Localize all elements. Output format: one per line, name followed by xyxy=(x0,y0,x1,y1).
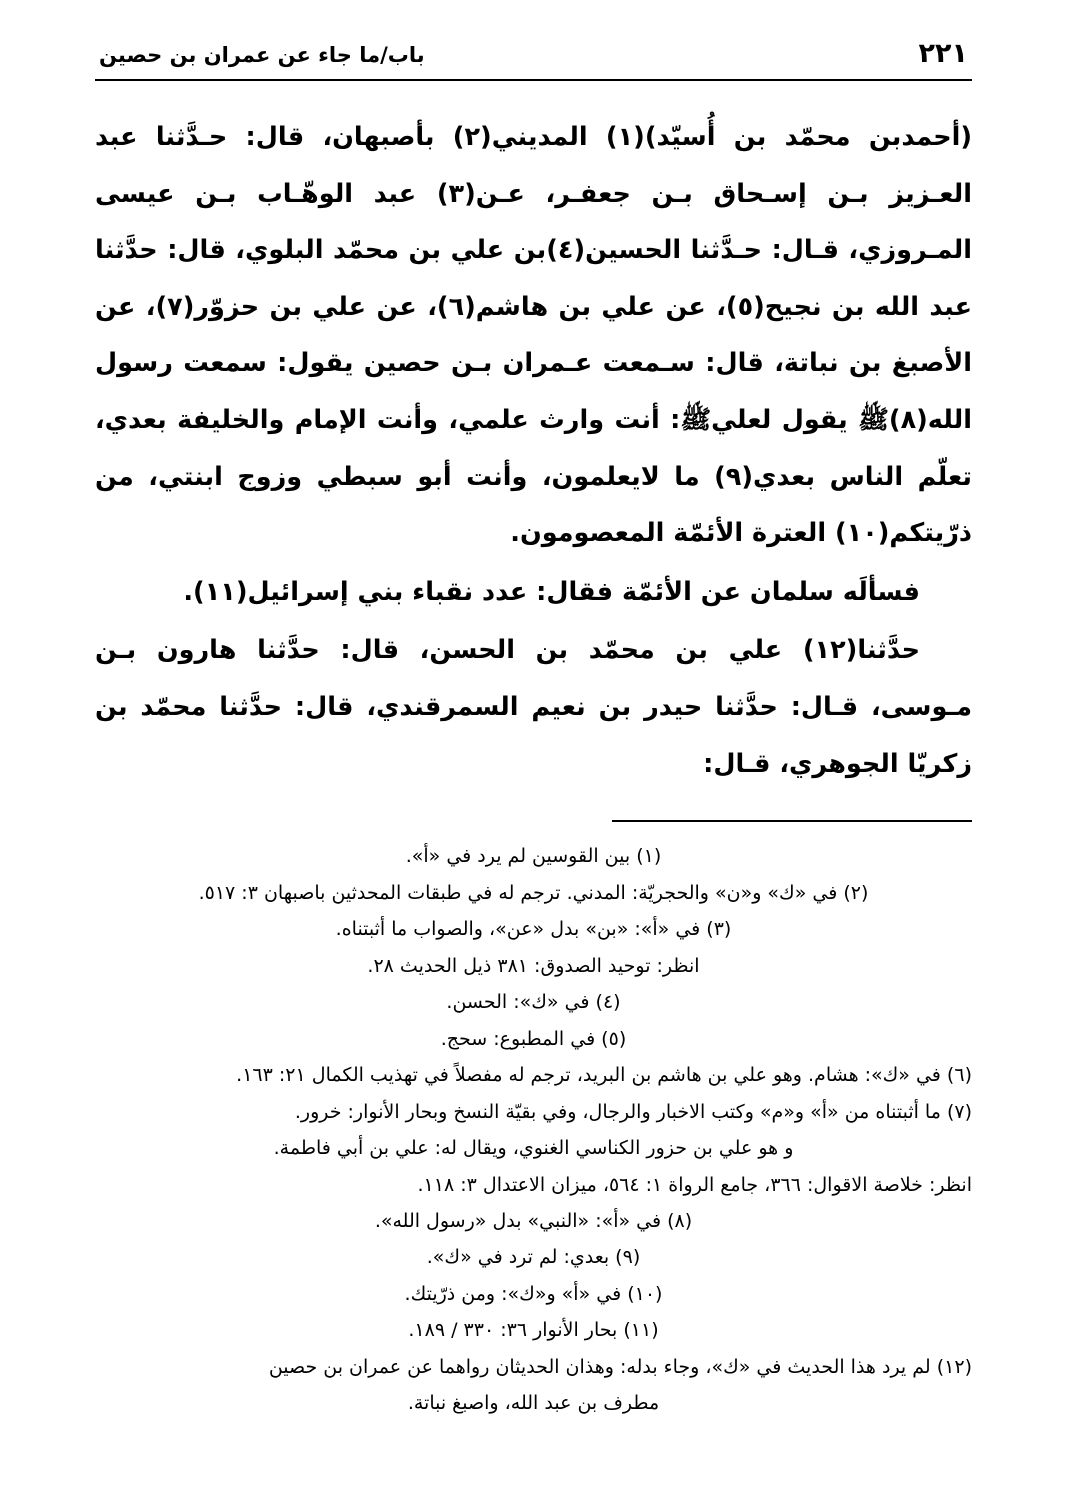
footnote-item: (٧) ما أثبتناه من «أ» و«م» وكتب الاخبار والرجال، وفي بقيّة النسخ وبحار الأنوار: خرور. xyxy=(294,1100,972,1123)
footnote-item: و هو علي بن حزور الكناسي الغنوي، ويقال له: علي بن أبي فاطمة. xyxy=(273,1137,794,1160)
main-text xyxy=(95,109,972,794)
footnote-item: انظر: خلاصة الاقوال: ٣٦٦، جامع الرواة ١: ٥٦٤، ميزان الاعتدال ٣: ١١٨. xyxy=(417,1173,972,1196)
paragraph: (أحمدبن محمّد بن أُسيّد)(١) المديني(٢) بأصبهان، قال: حـدَّثنا عبد العـزيز بـن إسـحاق بـن جعفـر، عـن(٣) عبد الوهّـاب بـن عيسى المـروزي، قـال: حـدَّثنا الحسين(٤)بن علي بن محمّد البلوي، قال: حدَّثنا عبد الله بن نجيح(٥)، عن علي بن هاشم(٦)، عن علي بن حزوّر(٧)، عن الأصبغ بن نباتة، قال: سـمعت عـمران بـن حصين يقول: سمعت رسول الله(٨)ﷺ يقول لعليﷺ: أنت وارث علمي، وأنت الإمام والخليفة بعدي، تعلّم الناس بعدي(٩) ما لايعلمون، وأنت أبو سبطي وزوج ابنتي، من ذرّيتكم(١٠) العترة الأئمّة المعصومون. xyxy=(95,122,973,549)
footnote-item: (٦) في «ك»: هشام. وهو علي بن هاشم بن البريد، ترجم له مفصلاً في تهذيب الكمال ٢١: ١٦٣. xyxy=(236,1064,972,1087)
footnote-item: (٤) في «ك»: الحسن. xyxy=(446,991,621,1014)
footnote-item: (٢) في «ك» و«ن» والحجريّة: المدني. ترجم له في طبقات المحدثين باصبهان ٣: ٥١٧. xyxy=(198,881,869,904)
footnotes-section xyxy=(95,838,972,1422)
footnote-item: (١٢) لم يرد هذا الحديث في «ك»، وجاء بدله: وهذان الحديثان رواهما عن عمران بن حصين xyxy=(268,1355,972,1378)
paragraph: حدَّثنا(١٢) علي بن محمّد بن الحسن، قال: حدَّثنا هارون بـن مـوسى، قـال: حدَّثنا حيدر بن نعيم السمرقندي، قال: حدَّثنا محمّد بن زكريّا الجوهري، قـال: xyxy=(95,635,972,779)
footnote-item: (١) بين القوسين لم يرد في «أ». xyxy=(405,845,662,868)
page-number: ٢٢١ xyxy=(918,38,968,69)
footnote-item: (١٠) في «أ» و«ك»: ومن ذرّيتك. xyxy=(404,1282,663,1305)
footnote-item: مطرف بن عبد الله، واصبغ نباتة. xyxy=(407,1392,660,1415)
footnote-item: انظر: توحيد الصدوق: ٣٨١ ذيل الحديث ٢٨. xyxy=(367,954,700,977)
page-header xyxy=(95,30,972,81)
chapter-title: باب/ما جاء عن عمران بن حصين xyxy=(99,43,425,67)
footnote-item: (٣) في «أ»: «بن» بدل «عن»، والصواب ما أثبتناه. xyxy=(335,918,732,941)
paragraph: فسألَه سلمان عن الأئمّة فقال: عدد نقباء بني إسرائيل(١١). xyxy=(183,576,920,607)
footnote-item: (١١) بحار الأنوار ٣٦: ٣٣٠ / ١٨٩. xyxy=(408,1319,659,1342)
footnote-item: (٥) في المطبوع: سحج. xyxy=(440,1027,627,1050)
footnote-item: (٨) في «أ»: «النبي» بدل «رسول الله». xyxy=(374,1210,693,1232)
footnote-separator xyxy=(612,820,972,822)
footnote-item: (٩) بعدي: لم ترد في «ك». xyxy=(426,1246,641,1269)
